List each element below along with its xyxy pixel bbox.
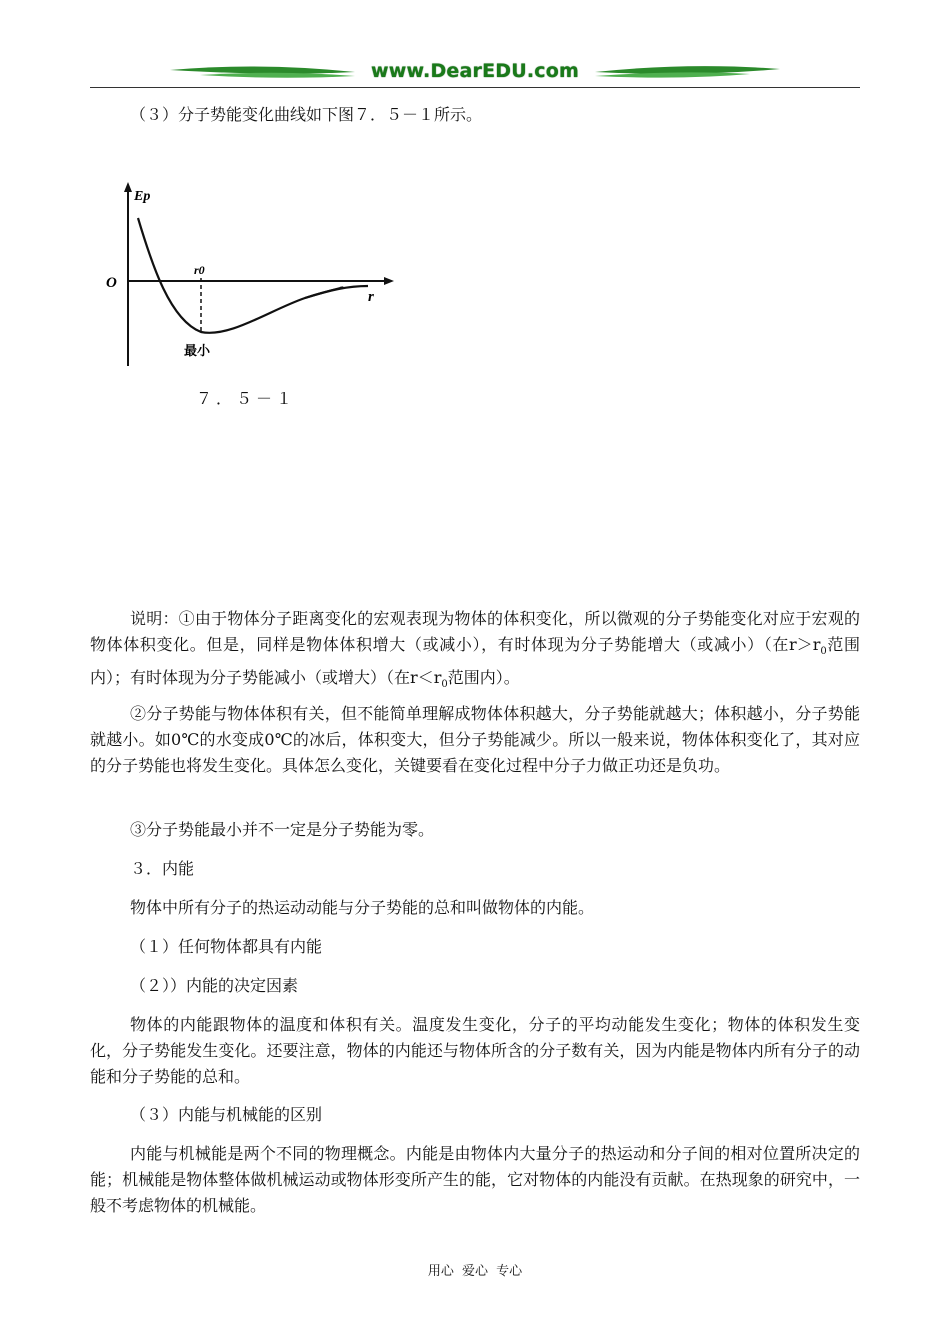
item-3-text: 内能与机械能是两个不同的物理概念。内能是由物体内大量分子的热运动和分子间的相对位置所决定的能；机械能是物体整体做机械运动或物体形变所产生的能，它对物体的内能没有贡献。在热现象的研究中，一般不考虑物体的机械能。 [90, 1144, 860, 1215]
item-2: （２））内能的决定因素 [130, 976, 299, 995]
item-3: （３）内能与机械能的区别 [130, 1105, 323, 1124]
note-1 [90, 606, 860, 698]
note-1-mid: 范围内）；有时体现为分子势能减小（或增大）（在 [90, 635, 860, 688]
section-internal-energy-heading: ３．内能 [130, 859, 195, 878]
y-axis-label: Ep [134, 189, 151, 204]
note-1-cond2-r0: r [433, 668, 442, 688]
note-1-cond1-op: ＞ [796, 635, 813, 654]
x-axis-label: r [368, 289, 374, 305]
item-1: （１）任何物体都具有内能 [130, 937, 323, 956]
note-1-start: 说明：①由于物体分子距离变化的宏观表现为物体的体积变化，所以微观的分子势能变化对应于宏观的物体体积变化。但是，同样是物体体积增大（或减小），有时体现为分子势能增大（或减小）（在 [90, 609, 860, 654]
potential-energy-curve-plot [90, 180, 410, 380]
note-3: ③分子势能最小并不一定是分子势能为零。 [130, 820, 435, 839]
r0-label: r0 [194, 263, 205, 277]
origin-label: O [106, 275, 117, 291]
footer-slogan: 用心 爱心 专心 [427, 1264, 523, 1279]
note-2: ②分子势能与物体体积有关，但不能简单理解成物体体积越大，分子势能就越大；体积越小，分子势能就越小。如0℃的水变成0℃的冰后，体积变大，但分子势能减少。所以一般来说，物体体积变化了，其对应的分子势能也将发生变化。具体怎么变化，关键要看在变化过程中分子力做正功还是负功。 [90, 704, 860, 775]
potential-curve [138, 218, 343, 333]
note-1-cond1-r0: r [812, 635, 821, 654]
potential-curve-tail [305, 286, 368, 298]
y-axis-arrow [124, 182, 132, 192]
note-1-cond2-sub: 0 [441, 679, 448, 691]
item-2-text: 物体的内能跟物体的温度和体积有关。温度发生变化，分子的平均动能发生变化；物体的体积发生变化，分子势能发生变化。还要注意，物体的内能还与物体所含的分子数有关，因为内能是物体内所有分子的动能和分子势能的总和。 [90, 1015, 860, 1086]
note-1-cond2-r: r [410, 668, 418, 688]
note-1-cond1-r: r [789, 635, 797, 654]
minimum-label: 最小 [184, 344, 211, 359]
note-1-end: 范围内）。 [447, 668, 520, 688]
site-url[interactable]: www.DearEDU.com [370, 60, 580, 82]
note-1-cond1-sub: 0 [820, 646, 827, 658]
internal-energy-definition: 物体中所有分子的热运动动能与分子势能的总和叫做物体的内能。 [130, 898, 595, 917]
section3-heading: （３）分子势能变化曲线如下图７．５－１所示。 [130, 105, 483, 124]
potential-energy-figure [90, 180, 410, 380]
header-divider [90, 87, 860, 88]
note-1-cond2-op: ＜ [417, 668, 434, 688]
figure-caption: ７．５－１ [196, 389, 297, 408]
x-axis-arrow [384, 277, 394, 285]
